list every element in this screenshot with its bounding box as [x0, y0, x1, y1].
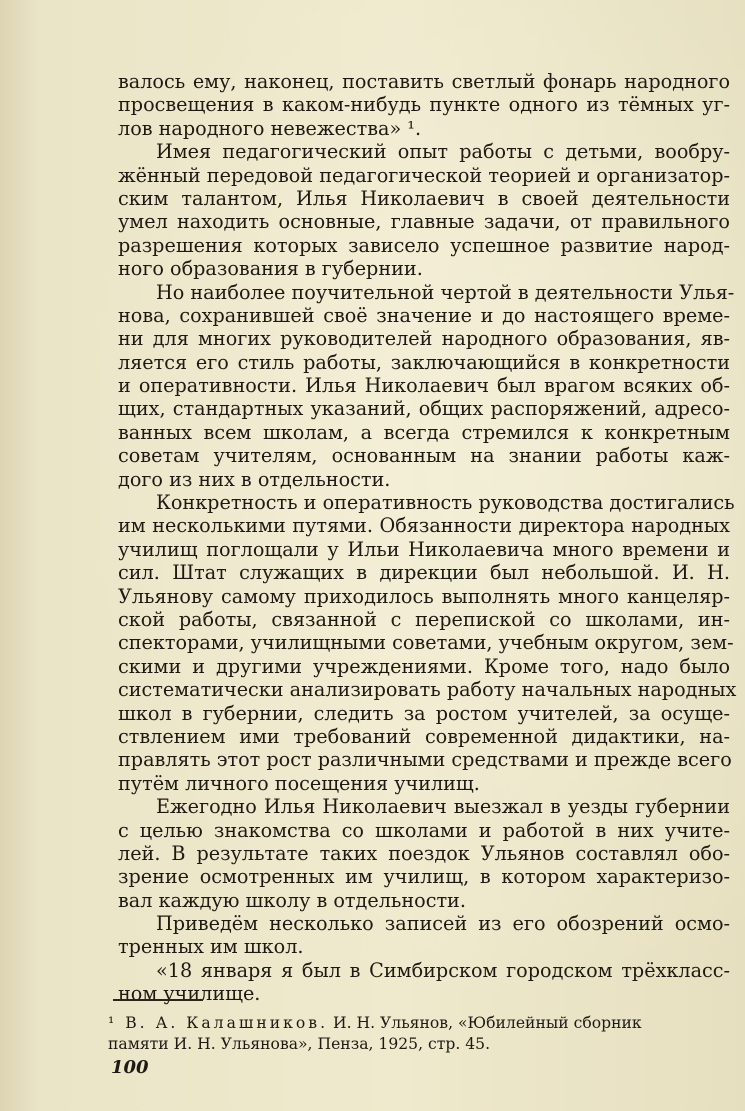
text-line: нова, сохранившей своё значение и до настоящего време- — [118, 303, 730, 327]
text-line: дого из них в отдельности. — [118, 467, 391, 491]
text-line: с целью знакомства со школами и работой в них учите- — [118, 818, 730, 842]
text-line: Но наиболее поучительной чертой в деятельности Улья- — [156, 280, 735, 304]
text-line: ного образования в губернии. — [118, 257, 423, 281]
text-line: училищ поглощали у Ильи Николаевича много времени и — [118, 537, 730, 561]
footnote-author: ¹ В. А. Калашников. — [108, 1014, 329, 1032]
text-line: им несколькими путями. Обязанности директора народных — [118, 514, 730, 538]
text-line: и оперативности. Илья Николаевич был врагом всяких об- — [118, 374, 730, 398]
text-line: разрешения которых зависело успешное развитие народ- — [118, 233, 730, 257]
text-line: спекторами, училищными советами, учебным округом, зем- — [118, 631, 734, 655]
text-line: щих, стандартных указаний, общих распоряжений, адресо- — [118, 397, 730, 421]
text-line: лей. В результате таких поездок Ульянов составлял обо- — [118, 841, 730, 865]
text-line: ни для многих руководителей народного образования, яв- — [118, 327, 730, 351]
text-line: систематически анализировать работу начальных народных — [118, 678, 737, 702]
text-line: школ в губернии, следить за ростом учителей, за осуще- — [118, 701, 730, 725]
text-line: ванных всем школам, а всегда стремился к конкретным — [118, 420, 730, 444]
text-line: путём личного посещения училищ. — [118, 771, 480, 795]
text-line: советам учителям, основанным на знании работы каж- — [118, 444, 730, 468]
text-line: Ежегодно Илья Николаевич выезжал в уезды губернии — [156, 795, 730, 819]
text-line: Ульянову самому приходилось выполнять много канцеляр- — [118, 584, 730, 608]
text-line: зрение осмотренных им училищ, в котором характеризо- — [118, 865, 730, 889]
text-line: сил. Штат служащих в дирекции был небольшой. И. Н. — [118, 561, 730, 585]
footnote — [108, 1013, 736, 1055]
text-line: жённый передовой педагогической теорией и организатор- — [118, 163, 730, 187]
text-line: правлять этот рост различными средствами и прежде всего — [118, 748, 732, 772]
text-line: скими и другими учреждениями. Кроме того, надо было — [118, 654, 730, 678]
text-line: тренных им школ. — [118, 935, 304, 959]
text-line: ствлением ими требований современной дидактики, на- — [118, 724, 730, 748]
text-line: лов народного невежества» ¹. — [118, 116, 422, 140]
footnote-divider — [113, 999, 203, 1001]
footnote-line — [108, 1013, 736, 1034]
text-line: вал каждую школу в отдельности. — [118, 888, 466, 912]
text-line: Приведём несколько записей из его обозрений осмо- — [156, 912, 730, 936]
text-line: ном училище. — [118, 982, 261, 1006]
text-line: умел находить основные, главные задачи, от правильного — [118, 210, 730, 234]
main-text — [118, 70, 737, 1006]
text-line: валось ему, наконец, поставить светлый фонарь народного — [118, 70, 730, 93]
text-line: «18 января я был в Симбирском городском трёхкласс- — [156, 958, 730, 982]
text-line: ской работы, связанной с перепиской со школами, ин- — [118, 607, 730, 631]
text-line: ляется его стиль работы, заключающийся в конкретности — [118, 350, 730, 374]
footnote-title: И. Н. Ульянов, «Юбилейный сборник — [328, 1014, 642, 1032]
text-line: Имея педагогический опыт работы с детьми, вообру- — [156, 140, 730, 164]
text-line: просвещения в каком-нибудь пункте одного из тёмных уг- — [118, 93, 730, 117]
footnote-line: памяти И. Н. Ульянова», Пенза, 1925, стр. 45. — [108, 1035, 491, 1053]
text-line: Конкретность и оперативность руководства достигались — [156, 491, 735, 515]
text-line: ским талантом, Илья Николаевич в своей деятельности — [118, 186, 730, 210]
page-number: 100 — [111, 1057, 149, 1078]
